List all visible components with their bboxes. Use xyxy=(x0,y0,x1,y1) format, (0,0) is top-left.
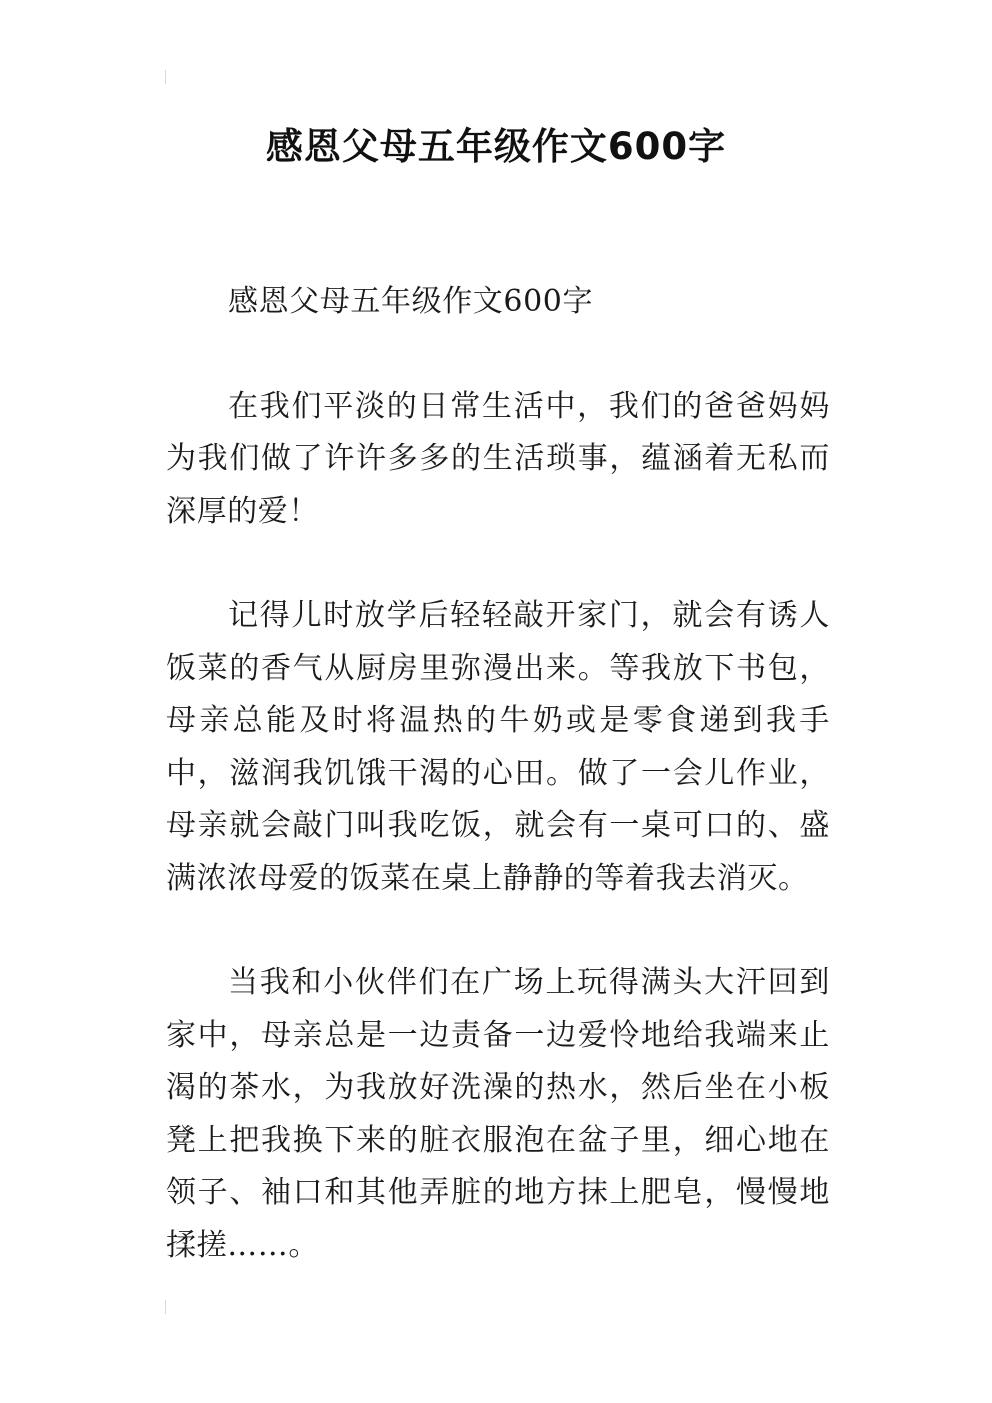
paragraph-1: 在我们平淡的日常生活中，我们的爸爸妈妈为我们做了许许多多的生活琐事，蕴涵着无私而深厚的爱！ xyxy=(166,388,830,529)
document-body xyxy=(166,276,830,1324)
paragraph-2: 记得儿时放学后轻轻敲开家门，就会有诱人饭菜的香气从厨房里弥漫出来。等我放下书包，母亲总能及时将温热的牛奶或是零食递到我手中，滋润我饥饿干渴的心田。做了一会儿作业，母亲就会敲门叫我吃饭，就会有一桌可口的、盛满浓浓母爱的饭菜在桌上静静的等着我去消灭。 xyxy=(166,598,830,896)
margin-mark-top xyxy=(165,70,166,84)
document-subtitle: 感恩父母五年级作文600字 xyxy=(228,284,594,319)
document-title: 感恩父母五年级作文600字 xyxy=(265,125,727,168)
paragraph-3: 当我和小伙伴们在广场上玩得满头大汗回到家中，母亲总是一边责备一边爱怜地给我端来止渴的茶水，为我放好洗澡的热水，然后坐在小板凳上把我换下来的脏衣服泡在盆子里，细心地在领子、袖口和其他弄脏的地方抹上肥皂，慢慢地揉搓……。 xyxy=(166,965,830,1263)
